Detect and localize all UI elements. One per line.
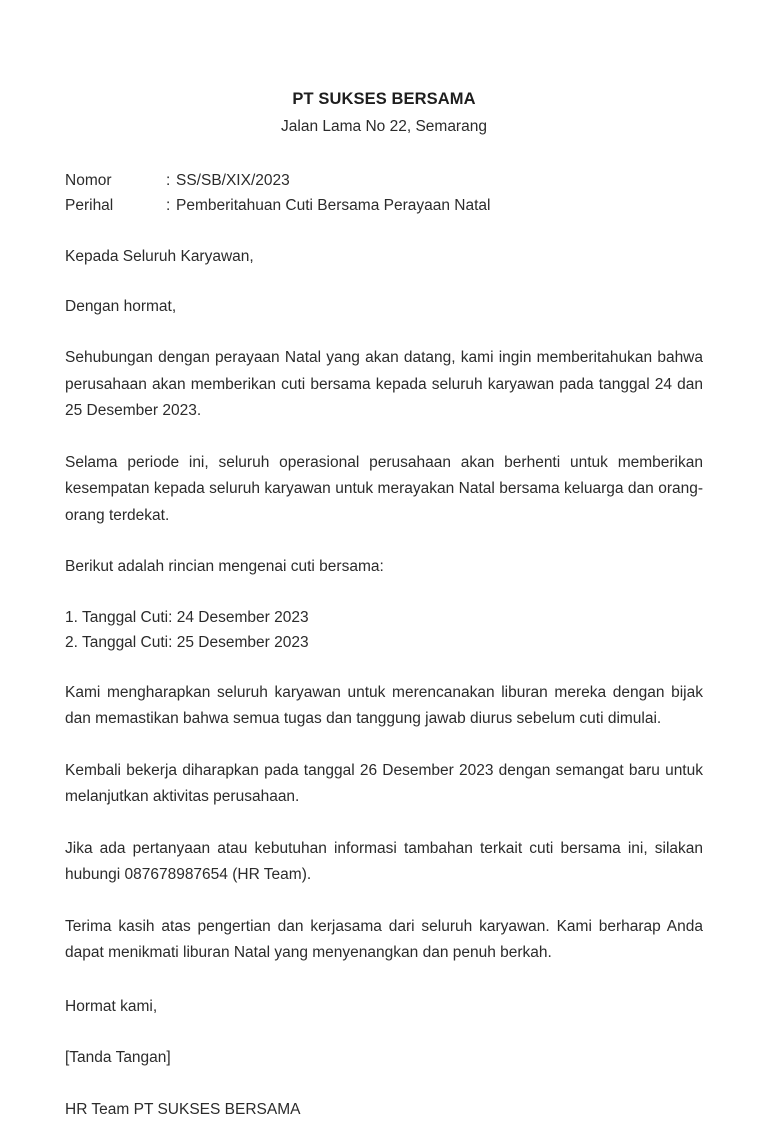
- meta-value-nomor: SS/SB/XIX/2023: [176, 172, 290, 189]
- meta-row-perihal: [65, 193, 703, 218]
- leave-dates-list: [65, 605, 703, 655]
- list-item: 2. Tanggal Cuti: 25 Desember 2023: [65, 633, 309, 651]
- paragraph-3: Kami mengharapkan seluruh karyawan untuk merencanakan liburan mereka dengan bijak dan memastikan bahwa semua tugas dan tanggung jawab diurus sebelum cuti dimulai.: [65, 683, 703, 727]
- signer-name: HR Team PT SUKSES BERSAMA: [65, 1100, 301, 1118]
- paragraph-1: Sehubungan dengan perayaan Natal yang akan datang, kami ingin memberitahukan bahwa perusahaan akan memberikan cuti bersama kepada seluruh karyawan pada tanggal 24 dan 25 Desember 2023.: [65, 349, 703, 419]
- letterhead: [65, 88, 703, 139]
- salutation: Kepada Seluruh Karyawan,: [65, 248, 254, 265]
- paragraph-4: Kembali bekerja diharapkan pada tanggal 26 Desember 2023 dengan semangat baru untuk melanjutkan aktivitas perusahaan.: [65, 761, 703, 805]
- meta-value-perihal: Pemberitahuan Cuti Bersama Perayaan Natal: [176, 197, 491, 214]
- company-name: PT SUKSES BERSAMA: [292, 90, 476, 108]
- letter-meta: [65, 168, 703, 218]
- paragraph-2: Selama periode ini, seluruh operasional perusahaan akan berhenti untuk memberikan kesempatan kepada seluruh karyawan untuk merayakan Natal bersama keluarga dan orang-orang terdekat.: [65, 453, 703, 524]
- meta-label-nomor: Nomor: [65, 172, 112, 189]
- company-address: Jalan Lama No 22, Semarang: [281, 118, 487, 135]
- list-intro: Berikut adalah rincian mengenai cuti bersama:: [65, 558, 384, 575]
- meta-separator-nomor: :: [166, 172, 171, 189]
- meta-row-nomor: [65, 168, 703, 193]
- paragraph-6: Terima kasih atas pengertian dan kerjasama dari seluruh karyawan. Kami berharap Anda dapat menikmati liburan Natal yang menyenangkan dan penuh berkah.: [65, 917, 703, 961]
- meta-label-perihal: Perihal: [65, 197, 114, 214]
- closing-salutation: Hormat kami,: [65, 997, 158, 1015]
- signature-placeholder: [Tanda Tangan]: [65, 1048, 171, 1066]
- meta-separator-perihal: :: [166, 197, 171, 214]
- greeting: Dengan hormat,: [65, 298, 177, 315]
- paragraph-5: Jika ada pertanyaan atau kebutuhan informasi tambahan terkait cuti bersama ini, silakan hubungi 087678987654 (HR Team).: [65, 839, 703, 883]
- list-item: 1. Tanggal Cuti: 24 Desember 2023: [65, 608, 309, 626]
